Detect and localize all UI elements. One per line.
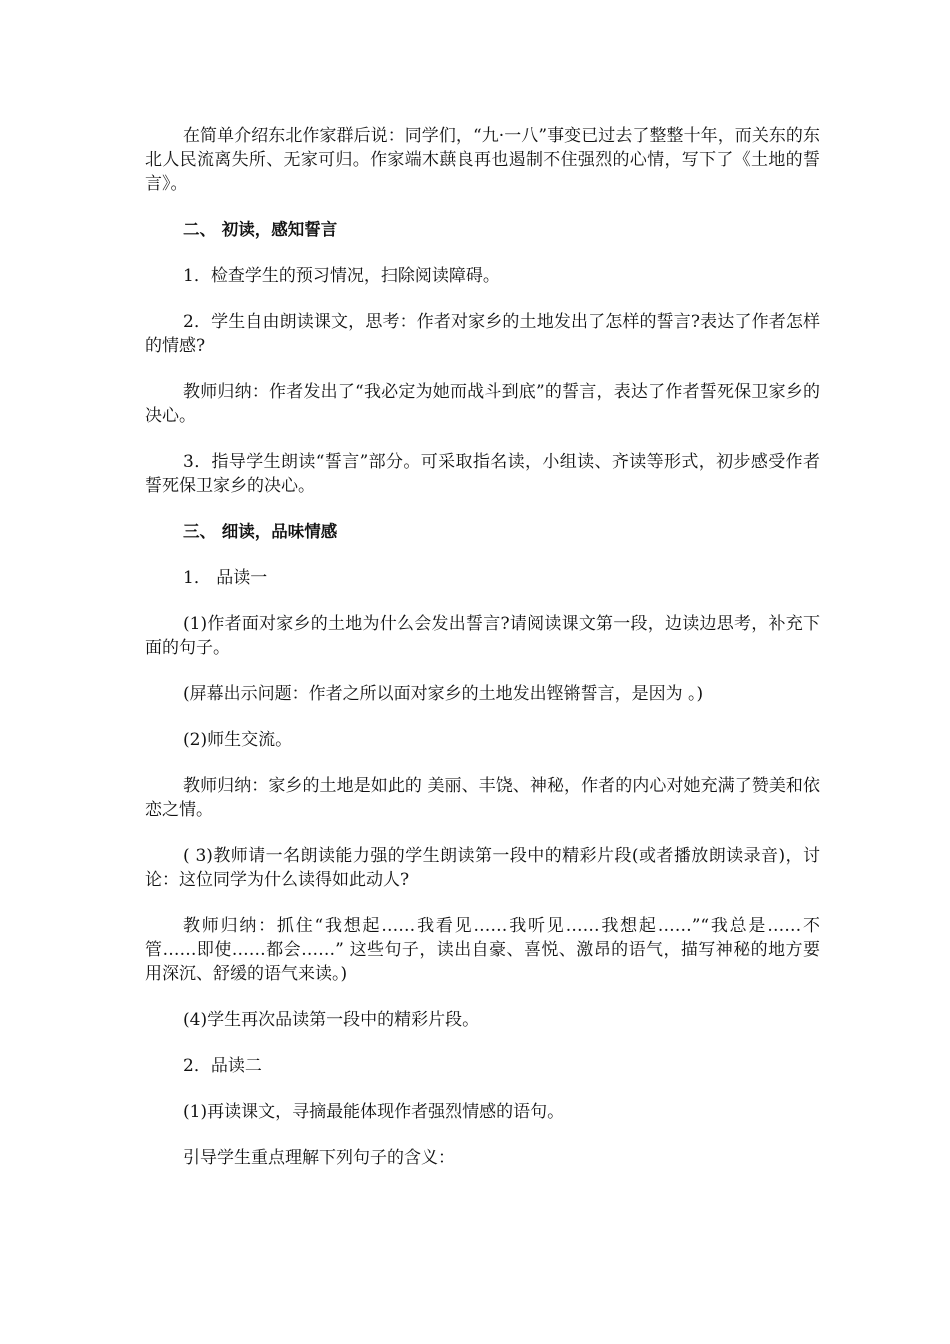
section-heading-2: 二、 初读，感知誓言 xyxy=(183,220,338,239)
paragraph: (4)学生再次品读第一段中的精彩片段。 xyxy=(183,1010,480,1030)
paragraph: 教师归纳：抓住“我想起……我看见……我听见……我想起……”“我总是……不管……即使……都会……” 这些句子，读出自豪、喜悦、激昂的语气，描写神秘的地方要用深沉、舒缓的语气来读。) xyxy=(145,916,820,984)
paragraph: 1．检查学生的预习情况，扫除阅读障碍。 xyxy=(183,266,500,286)
paragraph: (2)师生交流。 xyxy=(183,730,293,750)
paragraph: 教师归纳：作者发出了“我必定为她而战斗到底”的誓言，表达了作者誓死保卫家乡的决心。 xyxy=(145,382,820,426)
paragraph: 1． 品读一 xyxy=(183,568,268,588)
paragraph: (1)再读课文，寻摘最能体现作者强烈情感的语句。 xyxy=(183,1102,565,1122)
paragraph: ( 3)教师请一名朗读能力强的学生朗读第一段中的精彩片段(或者播放朗读录音)，讨论：这位同学为什么读得如此动人? xyxy=(145,846,820,890)
paragraph: 教师归纳：家乡的土地是如此的 美丽、丰饶、神秘，作者的内心对她充满了赞美和依恋之情。 xyxy=(145,776,820,820)
paragraph: 3．指导学生朗读“誓言”部分。可采取指名读，小组读、齐读等形式，初步感受作者誓死保卫家乡的决心。 xyxy=(145,452,820,496)
document-body xyxy=(145,124,820,1192)
paragraph: (1)作者面对家乡的土地为什么会发出誓言?请阅读课文第一段，边读边思考，补充下面的句子。 xyxy=(145,614,820,658)
paragraph: 2．品读二 xyxy=(183,1056,262,1076)
paragraph: 2．学生自由朗读课文，思考：作者对家乡的土地发出了怎样的誓言?表达了作者怎样的情感? xyxy=(145,312,820,356)
section-heading-3: 三、 细读，品味情感 xyxy=(183,522,338,541)
paragraph: 引导学生重点理解下列句子的含义： xyxy=(183,1148,455,1168)
paragraph: (屏幕出示问题：作者之所以面对家乡的土地发出铿锵誓言，是因为 。) xyxy=(183,684,704,704)
intro-paragraph: 在简单介绍东北作家群后说：同学们，“九·一八”事变已过去了整整十年，而关东的东北人民流离失所、无家可归。作家端木蕻良再也遏制不住强烈的心情，写下了《土地的誓言》。 xyxy=(145,126,820,194)
